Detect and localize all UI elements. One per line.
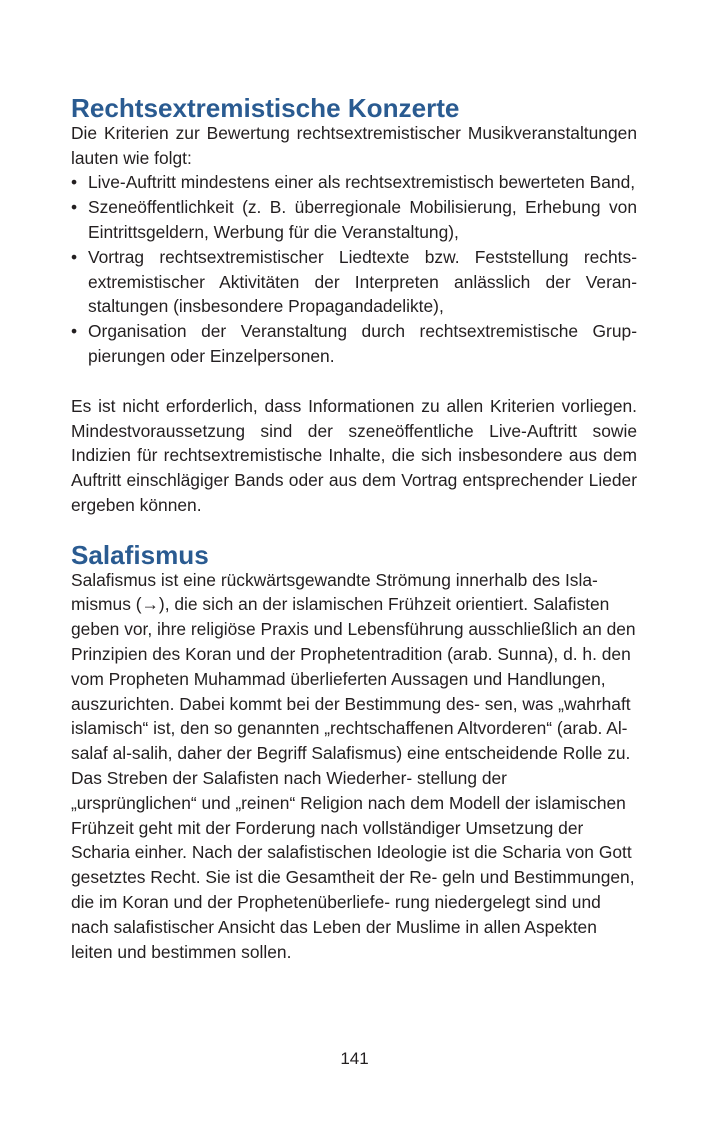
bullet-marker: •	[71, 321, 78, 342]
list-item	[71, 170, 637, 195]
list-item	[71, 319, 637, 369]
criteria-intro: Die Kriterien zur Bewertung rechtsextremistischer Musikveranstaltungen lauten wie folgt:	[71, 122, 637, 168]
section-heading-salafism: Salafismus	[71, 539, 209, 570]
list-item-text: Vortrag rechtsextremistischer Liedtexte bzw. Feststellung rechtsextremistischer Aktivitäten der Interpreten anlässlich der Veranstaltungen (insbesondere Propagandadelikte),	[88, 246, 637, 317]
spacer	[71, 518, 637, 543]
document-page	[71, 93, 637, 964]
spacer	[71, 369, 637, 394]
page-number: 141	[340, 1049, 369, 1068]
section-heading-concerts: Rechtsextremistische Konzerte	[71, 93, 460, 123]
list-item	[71, 245, 637, 319]
salafism-paragraph: Salafismus ist eine rückwärtsgewandte Strömung innerhalb des Islamismus (→), die sich an der islamischen Frühzeit orientiert. Salafisten geben vor, ihre religiöse Praxis und Lebensführung ausschließlich an den Prinzipien des Koran und der Prophetentradition (arab. Sunna), d. h. den vom Propheten Muhammad überlieferten Aussagen und Handlungen, auszurichten. Dabei kommt bei der Bestimmung des- sen, was „wahrhaft islamisch“ ist, den so genannten „rechtschaffenen Altvorderen“ (arab. Al-salaf al-salih, daher der Begriff Salafismus) eine entscheidende Rolle zu. Das Streben der Salafisten nach Wiederher- stellung der „ursprünglichen“ und „reinen“ Religion nach dem Modell der islamischen Frühzeit geht mit der Forderung nach vollständiger Umsetzung der Scharia einher. Nach der salafistischen Ideologie ist die Scharia von Gott gesetztes Recht. Sie ist die Gesamtheit der Re- geln und Bestimmungen, die im Koran und der Prophetenüberliefe- rung niedergelegt sind und nach salafistischer Ansicht das Leben der Muslime in allen Aspekten leiten und bestimmen sollen.	[71, 569, 636, 962]
criteria-list	[71, 170, 637, 368]
list-item-text: Live-Auftritt mindestens einer als rechtsextremistisch bewerteten Band,	[88, 172, 636, 193]
list-item-text: Szeneöffentlichkeit (z. B. überregionale Mobilisierung, Erhebung von Eintrittsgeldern, Werbung für die Veranstaltung),	[88, 197, 637, 242]
bullet-marker: •	[71, 172, 78, 193]
bullet-marker: •	[71, 246, 78, 267]
list-item	[71, 195, 637, 245]
list-item-text: Organisation der Veranstaltung durch rechtsextremistische Gruppierungen oder Einzelpersonen.	[88, 321, 637, 366]
bullet-marker: •	[71, 197, 78, 218]
requirements-paragraph: Es ist nicht erforderlich, dass Informationen zu allen Kriterien vorliegen. Mindestvoraussetzung sind der szeneöffentliche Live-Auftritt sowie Indizien für rechtsextremistische Inhalte, die sich insbesondere aus dem Auftritt einschlägiger Bands oder aus dem Vortrag entsprechender Lieder ergeben können.	[71, 395, 637, 515]
